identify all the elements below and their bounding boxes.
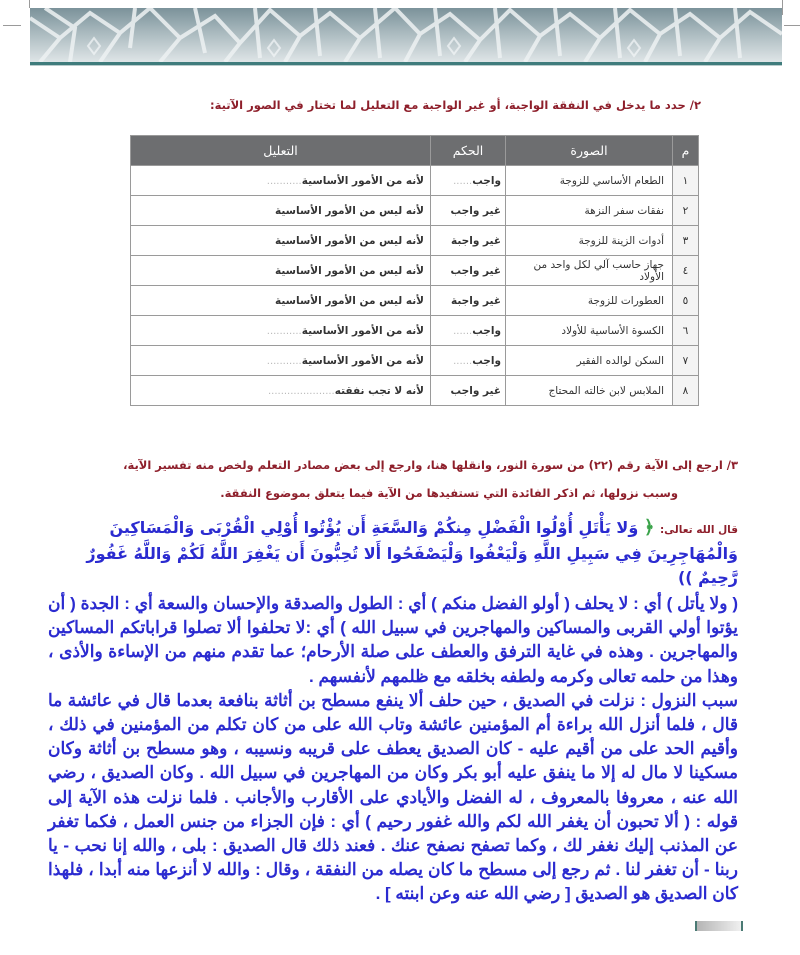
crop-mark (784, 25, 800, 26)
header-reason: التعليل (131, 136, 431, 166)
table-row (131, 286, 699, 316)
row-image: نفقات سفر النزهة (506, 196, 673, 226)
row-image: الكسوة الأساسية للأولاد (506, 316, 673, 346)
row-ruling (431, 226, 506, 256)
row-reason (131, 196, 431, 226)
ruling-text: غير واجب (450, 204, 501, 217)
row-ruling (431, 376, 506, 406)
quran-bracket-icon: ﴿ (643, 517, 655, 538)
fill-dots: ...... (453, 325, 473, 337)
row-reason (131, 166, 431, 196)
fill-dots: ...... (453, 175, 473, 187)
reason-text: لأنه لا تجب نفقته (334, 384, 424, 397)
fill-dots: ........... (266, 355, 302, 367)
row-number: ٣ (673, 226, 699, 256)
rulings-table (130, 135, 699, 406)
table-header-row (131, 136, 699, 166)
reason-text: لأنه ليس من الأمور الأساسية (275, 264, 424, 277)
row-ruling (431, 286, 506, 316)
row-number: ٤ (673, 256, 699, 286)
ruling-text: واجب (472, 174, 501, 187)
answer-text (48, 592, 738, 907)
row-image: الملابس لابن خالته المحتاج (506, 376, 673, 406)
ruling-text: غير واجبة (451, 294, 501, 307)
reason-text: لأنه ليس من الأمور الأساسية (275, 234, 424, 247)
header-image: الصورة (506, 136, 673, 166)
header-number: م (673, 136, 699, 166)
tafsir-paragraph: ( ولا يأتل ) أي : لا يحلف ( أولو الفضل منكم ) أي : الطول والصدقة والإحسان والسعة أي : الجدة ( أن يؤتوا أولي القربى والمساكين والمهاجرين في سبيل الله ) أي :لا تحلفوا ألا تصلوا قراباتكم المساكين والمهاجرين . وهذه في غاية الترفق والعطف على صلة الأرحام؛ عما تقدم منهم من الإساءة والأذى ، وهذا من حلمه تعالى وكرمه ولطفه بخلقه مع ظلمهم لأنفسهم . (48, 594, 738, 686)
table-row (131, 196, 699, 226)
row-image: السكن لوالده الفقير (506, 346, 673, 376)
ruling-text: واجب (472, 354, 501, 367)
ruling-text: غير واجب (450, 384, 501, 397)
table-row (131, 256, 699, 286)
reason-text: لأنه من الأمور الأساسية (301, 324, 424, 337)
row-image: الطعام الأساسي للزوجة (506, 166, 673, 196)
fill-dots: ........... (266, 175, 302, 187)
row-reason (131, 226, 431, 256)
header-banner (30, 8, 782, 62)
revelation-paragraph: سبب النزول : نزلت في الصديق ، حين حلف ألا ينفع مسطح بن أثاثة بنافعة بعدما قال في عائشة ما قال ، فلما أنزل الله براءة أم المؤمنين عائشة وتاب الله على من كان تكلم من المؤمنين في ذلك ، وأقيم الحد على من أقيم عليه - كان الصديق يعطف على قريبه ونسيبه ، وهو مسطح بن أثاثة وكان مسكينا لا مال له إلا ما ينفق عليه أبو بكر وكان من المهاجرين في سبيل الله . وكان الصديق ، رضي الله عنه ، معروفا بالمعروف ، له الفضل والأيادي على الأقارب والأجانب . فلما نزلت هذه الآية إلى قوله : ( ألا تحبون أن يغفر الله لكم والله غفور رحيم ) أي : فإن الجزاء من جنس العمل ، فكما تغفر عن المذنب إليك نغفر لك ، وكما تصفح نصفح عنك . فعند ذلك قال الصديق : بلى ، والله إنا نحب - يا ربنا - أن تغفر لنا . ثم رجع إلى مسطح ما كان يصله من النفقة ، وقال : والله لا أنزعها منه أبدا ، فلهذا كان الصديق هو الصديق [ رضي الله عنه وعن ابنته ] . (48, 690, 738, 904)
row-image: جهاز حاسب آلي لكل واحد من الأولاد (506, 256, 673, 286)
table-row (131, 316, 699, 346)
header-ruling: الحكم (431, 136, 506, 166)
reason-text: لأنه ليس من الأمور الأساسية (275, 294, 424, 307)
verse-text: وَلا يَأْتَلِ أُوْلُوا الْفَضْلِ مِنكُمْ وَالسَّعَةِ أَن يُؤْتُوا أُوْلِي الْقُرْبَى وَالْمَسَاكِينَ وَالْمُهَاجِرِينَ فِي سَبِيلِ اللَّهِ وَلْيَعْفُوا وَلْيَصْفَحُوا أَلا تُحِبُّونَ أَن يَغْفِرَ اللَّهُ لَكُمْ وَاللَّهُ غَفُورٌ رَّحِيمٌ )) (86, 518, 738, 587)
page-footer (48, 915, 738, 945)
row-number: ١ (673, 166, 699, 196)
table-row (131, 346, 699, 376)
ruling-text: واجب (472, 324, 501, 337)
reason-text: لأنه من الأمور الأساسية (301, 354, 424, 367)
row-number: ٧ (673, 346, 699, 376)
crop-mark (29, 0, 30, 8)
ruling-text: غير واجبة (451, 234, 501, 247)
row-image: أدوات الزينة للزوجة (506, 226, 673, 256)
banner-rule-light (30, 65, 782, 66)
fill-dots: ..................... (267, 385, 335, 397)
row-ruling (431, 346, 506, 376)
row-ruling (431, 256, 506, 286)
row-number: ٢ (673, 196, 699, 226)
row-reason (131, 256, 431, 286)
row-number: ٨ (673, 376, 699, 406)
verse-intro: قال الله تعالى: (659, 524, 738, 536)
crop-mark (782, 0, 783, 15)
fill-dots: ...... (453, 355, 473, 367)
question-2-title: ٢/ حدد ما يدخل في النفقة الواجبة، أو غير الواجبة مع التعليل لما تختار في الصور الآتية: (210, 98, 701, 112)
row-ruling (431, 166, 506, 196)
row-reason (131, 376, 431, 406)
table-row (131, 166, 699, 196)
row-reason (131, 316, 431, 346)
question-3-section (48, 456, 738, 945)
page-number-tab (695, 921, 743, 931)
row-number: ٦ (673, 316, 699, 346)
fill-dots: ........... (266, 325, 302, 337)
row-ruling (431, 196, 506, 226)
table-row (131, 226, 699, 256)
reason-text: لأنه من الأمور الأساسية (301, 174, 424, 187)
ruling-text: غير واجب (450, 264, 501, 277)
row-reason (131, 346, 431, 376)
row-ruling (431, 316, 506, 346)
row-number: ٥ (673, 286, 699, 316)
reason-text: لأنه ليس من الأمور الأساسية (275, 204, 424, 217)
row-reason (131, 286, 431, 316)
table-row (131, 376, 699, 406)
row-image: العطورات للزوجة (506, 286, 673, 316)
quran-verse (48, 516, 738, 590)
question-3-line-1: ٣/ ارجع إلى الآية رقم (٢٢) من سورة النور، وانقلها هنا، وارجع إلى بعض مصادر التعلم ولخص منه تفسير الآية، (123, 458, 738, 472)
question-3-line-2: وسبب نزولها، ثم اذكر الفائدة التي تستفيدها من الآية فيما يتعلق بموضوع النفقة. (220, 486, 678, 500)
crop-mark (3, 25, 21, 26)
geometric-pattern-icon (30, 8, 782, 62)
